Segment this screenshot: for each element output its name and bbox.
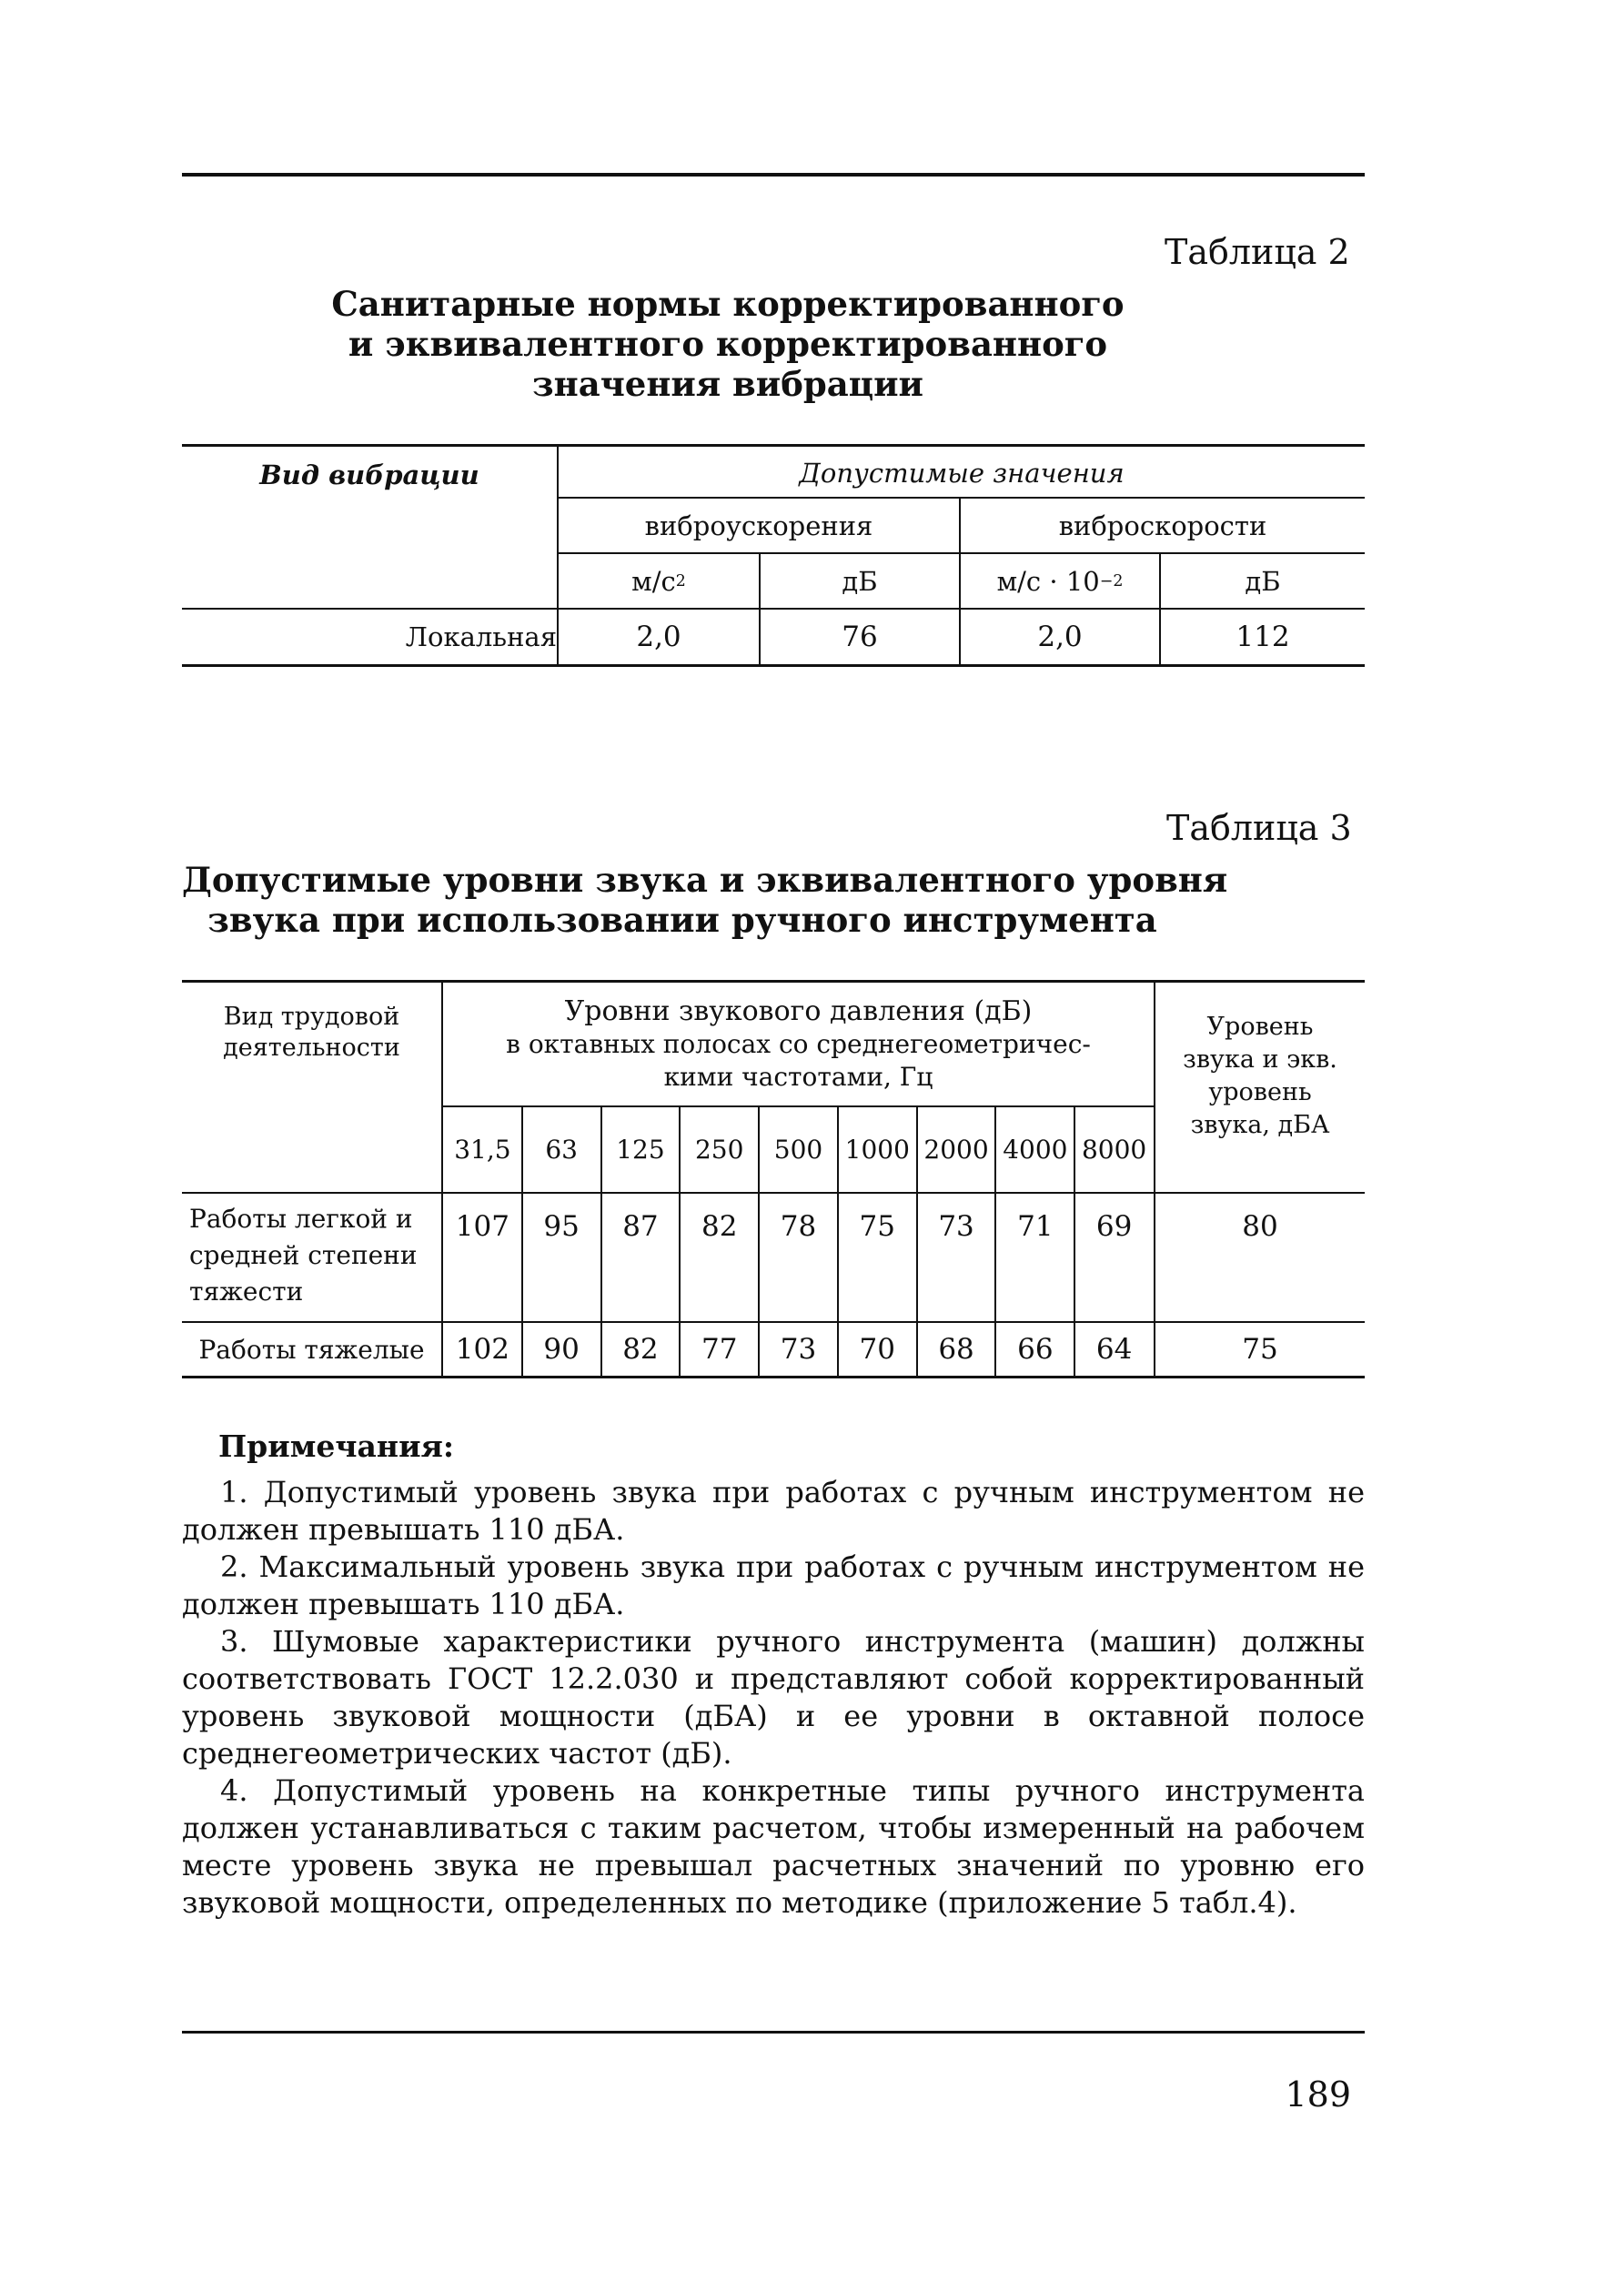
table3-header-level	[1155, 990, 1365, 1163]
table3-header-level-line-3: уровень	[1208, 1078, 1312, 1106]
notes-heading: Примечания:	[218, 1428, 455, 1464]
table3-row1-value-2: 87	[622, 1210, 659, 1243]
table2-header-speed: виброскорости	[1058, 510, 1267, 541]
table3-frequency-8: 8000	[1081, 1135, 1147, 1165]
table2-title-line-2: и эквивалентного корректированного	[348, 324, 1108, 364]
table3-header-pressure-line-2: в октавных полосах со среднегеометричес-	[506, 1028, 1091, 1059]
table3-frequency-0: 31,5	[454, 1135, 511, 1165]
table3-title	[182, 860, 1228, 940]
table2-header-accel: виброускорения	[644, 510, 873, 541]
table2-header-type: Вид вибрации	[259, 459, 479, 490]
table3-row1-level: 80	[1242, 1210, 1278, 1243]
table3-frequency-2: 125	[616, 1135, 665, 1165]
table2-unit-ms-base: м/с · 10	[996, 565, 1100, 597]
table3-row2-value-7: 66	[1017, 1333, 1054, 1366]
table3-header-level-line-1: Уровень	[1206, 1013, 1314, 1041]
table3-row1-value-5: 75	[859, 1210, 895, 1243]
table3-header-pressure-line-3: кими частотами, Гц	[663, 1061, 933, 1092]
bottom-rule	[182, 2031, 1365, 2034]
table3-frequency-7: 4000	[1003, 1135, 1068, 1165]
table3-row1-value-4: 78	[780, 1210, 817, 1243]
table2-title	[273, 284, 1183, 404]
table3-frequency-3: 250	[694, 1135, 744, 1165]
table3-row1-label-line-1: Работы легкой и	[189, 1204, 413, 1234]
table3-header-level-line-2: звука и экв.	[1183, 1045, 1337, 1074]
top-rule	[182, 173, 1365, 177]
table2-unit-ms2-base: м/с	[631, 565, 676, 597]
table3-row2-value-6: 68	[938, 1333, 974, 1366]
table3-row1-label	[182, 1201, 441, 1319]
table2-row-label: Локальная	[405, 621, 557, 652]
table3-row1-value-8: 69	[1095, 1210, 1133, 1243]
table3-row2-value-5: 70	[859, 1333, 895, 1366]
table2-line-top	[182, 444, 1365, 447]
table3-title-line-1: Допустимые уровни звука и эквивалентного уровня	[182, 860, 1228, 900]
table3-header-pressure-line-1: Уровни звукового давления (дБ)	[564, 994, 1033, 1027]
table2-line-bottom	[182, 664, 1365, 667]
table2-header-allowed: Допустимые значения	[799, 458, 1125, 489]
table2-cell-accel-ms2: 2,0	[636, 621, 681, 653]
table2-unit-db-2: дБ	[1245, 565, 1281, 597]
table3-frequency-5: 1000	[844, 1135, 910, 1165]
table3-header-pressure	[443, 983, 1154, 1105]
table3-caption: Таблица 3	[1166, 808, 1352, 848]
table2-unit-ms: м/с · 10 −2	[996, 565, 1124, 597]
table2-cell-accel-db: 76	[842, 621, 878, 653]
table3-line-header-bottom	[182, 1192, 1365, 1194]
table3-row2-label: Работы тяжелые	[198, 1334, 425, 1365]
table3-title-line-2: звука при использовании ручного инструмента	[207, 900, 1157, 940]
note-4: 4. Допустимый уровень на конкретные типы ручного инструмента должен устанавливаться с таким расчетом, чтобы измеренный на рабочем месте уровень звука не превышал расчетных значений по уровню его звуковой мощности, определенных по методике (приложение 5 табл.4).	[182, 1773, 1365, 1920]
table2-cell-speed-ms: 2,0	[1037, 621, 1083, 653]
table3-frequency-6: 2000	[923, 1135, 989, 1165]
table3-header-activity-line-2: деятельности	[223, 1034, 400, 1062]
table3-row2-value-0: 102	[455, 1333, 509, 1366]
table3-header-level-line-4: звука, дБА	[1190, 1111, 1330, 1139]
table3-header-activity	[182, 987, 441, 1078]
table2-title-line-3: значения вибрации	[532, 364, 923, 404]
table2-cell-speed-db: 112	[1236, 621, 1290, 653]
table3-line-bottom	[182, 1376, 1365, 1378]
table3-row2-value-3: 77	[701, 1333, 738, 1366]
table2-caption: Таблица 2	[1165, 232, 1350, 272]
note-3: 3. Шумовые характеристики ручного инструмента (машин) должны соответствовать ГОСТ 12.2.030 и представляют собой корректированный уровень звуковой мощности (дБА) и ее уровни в октавной полосе среднегеометрических частот (дБ).	[182, 1624, 1365, 1771]
table3-row1-value-3: 82	[701, 1210, 738, 1243]
table2-title-line-1: Санитарные нормы корректированного	[331, 284, 1125, 324]
table3-row1-label-line-3: тяжести	[189, 1277, 304, 1307]
table3-row2-value-8: 64	[1095, 1333, 1133, 1366]
table3-row1-label-line-2: средней степени	[189, 1240, 418, 1270]
table2-unit-db-1: дБ	[842, 565, 878, 597]
note-2: 2. Максимальный уровень звука при работах с ручным инструментом не должен превышать 110 дБА.	[182, 1549, 1365, 1621]
page-number: 189	[1285, 2074, 1351, 2115]
table3-row2-value-1: 90	[543, 1333, 580, 1366]
table3-row1-value-6: 73	[938, 1210, 974, 1243]
note-1: 1. Допустимый уровень звука при работах с ручным инструментом не должен превышать 110 дБА.	[182, 1475, 1365, 1547]
table3-row1-value-7: 71	[1017, 1210, 1054, 1243]
table3-row2-level: 75	[1242, 1333, 1278, 1366]
table3-frequency-4: 500	[773, 1135, 823, 1165]
notes	[182, 1474, 1365, 1922]
table3-row1-value-1: 95	[543, 1210, 580, 1243]
table3-row2-value-4: 73	[780, 1333, 817, 1366]
table3-frequency-1: 63	[545, 1135, 578, 1165]
table3-row1-value-0: 107	[455, 1210, 509, 1243]
table2-unit-ms2: м/с 2	[631, 565, 686, 597]
table3-header-activity-line-1: Вид трудовой	[223, 1003, 400, 1031]
table3-row2-value-2: 82	[622, 1333, 659, 1366]
